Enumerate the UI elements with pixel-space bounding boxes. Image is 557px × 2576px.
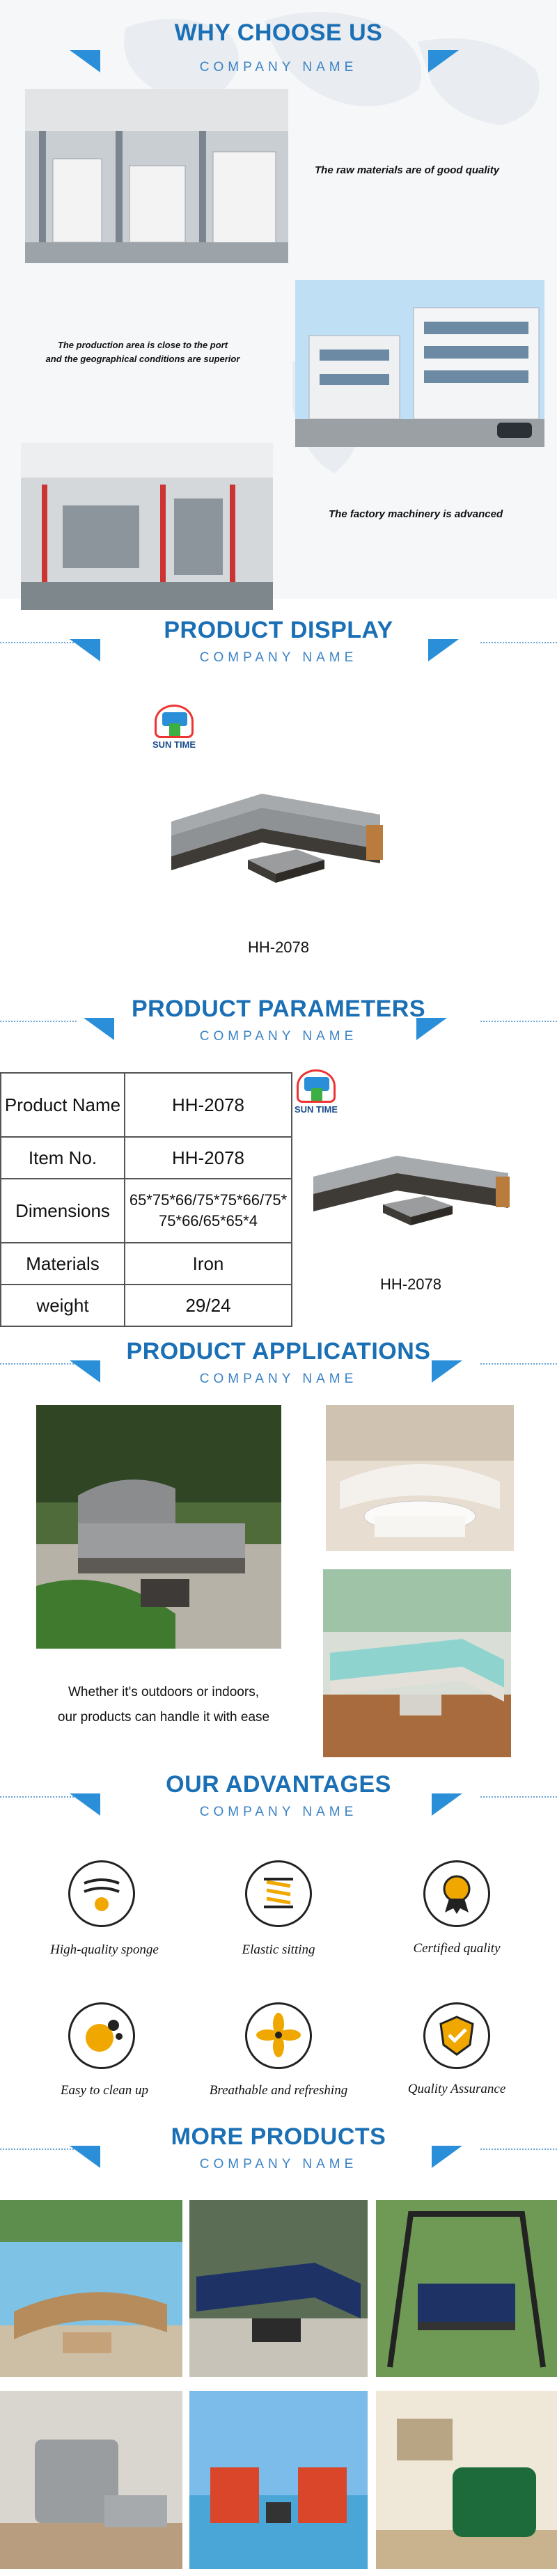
indoor-curved-sofa-photo xyxy=(326,1405,514,1551)
table-row xyxy=(1,1073,292,1137)
dotted-line xyxy=(480,1021,557,1022)
fan-icon xyxy=(245,2002,312,2069)
section-our-advantages xyxy=(0,1771,557,1827)
logo-text: SUN TIME xyxy=(294,1104,338,1115)
brand-logo xyxy=(146,705,202,750)
advantage-label: High-quality sponge xyxy=(50,1942,159,1957)
caption-raw-materials: The raw materials are of good quality xyxy=(315,164,500,176)
product-thumbnail-blue-sectional[interactable] xyxy=(189,2200,368,2377)
advantage-label: Certified quality xyxy=(413,1941,501,1956)
dotted-line xyxy=(0,2149,77,2150)
param-key: Product Name xyxy=(1,1073,125,1137)
section-product-applications xyxy=(0,1338,557,1394)
applications-text-line2: our products can handle it with ease xyxy=(57,1710,270,1725)
table-row xyxy=(1,1285,292,1326)
medal-icon xyxy=(423,1860,490,1927)
logo-icon xyxy=(297,1069,336,1103)
param-value: 65*75*66/75*75*66/75*75*66/65*65*4 xyxy=(125,1179,292,1243)
warehouse-photo xyxy=(25,89,288,263)
brand-logo xyxy=(288,1069,344,1115)
section-subtitle: COMPANY NAME xyxy=(199,2157,358,2171)
sponge-icon xyxy=(68,1860,135,1927)
table-row xyxy=(1,1243,292,1285)
dotted-line xyxy=(0,642,77,643)
section-title: OUR ADVANTAGES xyxy=(166,1771,391,1798)
advantage-label: Easy to clean up xyxy=(60,2083,149,2098)
logo-icon xyxy=(155,705,194,738)
table-row xyxy=(1,1179,292,1243)
dotted-line xyxy=(480,642,557,643)
outdoor-daybed-photo xyxy=(36,1405,281,1649)
section-title: WHY CHOOSE US xyxy=(174,19,383,46)
param-value: 29/24 xyxy=(125,1285,292,1326)
advantage-label: Elastic sitting xyxy=(242,1942,315,1957)
param-value: Iron xyxy=(125,1243,292,1285)
logo-text: SUN TIME xyxy=(152,739,196,750)
sectional-sofa-product-photo xyxy=(306,1135,515,1232)
section-title: MORE PRODUCTS xyxy=(171,2123,386,2150)
dotted-line xyxy=(0,1796,77,1798)
section-product-parameters xyxy=(0,996,557,1051)
product-thumbnail-porch-swing[interactable] xyxy=(376,2200,557,2377)
advantage-label: Breathable and refreshing xyxy=(209,2083,348,2098)
teal-sectional-photo xyxy=(323,1569,511,1757)
factory-machinery-photo xyxy=(21,443,273,610)
section-more-products xyxy=(0,2123,557,2179)
section-title: PRODUCT PARAMETERS xyxy=(131,996,426,1022)
param-key: Dimensions xyxy=(1,1179,125,1243)
product-thumbnail-grey-chair[interactable] xyxy=(0,2391,182,2569)
product-thumbnail-green-armchair[interactable] xyxy=(376,2391,557,2569)
caption-machinery: The factory machinery is advanced xyxy=(329,508,503,520)
sectional-sofa-product-photo xyxy=(157,773,391,884)
spring-icon xyxy=(245,1860,312,1927)
section-subtitle: COMPANY NAME xyxy=(199,1029,358,1044)
applications-text-line1: Whether it's outdoors or indoors, xyxy=(68,1685,259,1699)
param-value: HH-2078 xyxy=(125,1073,292,1137)
section-subtitle: COMPANY NAME xyxy=(199,60,358,74)
param-key: weight xyxy=(1,1285,125,1326)
section-subtitle: COMPANY NAME xyxy=(199,1372,358,1386)
dotted-line xyxy=(480,1363,557,1365)
dotted-line xyxy=(480,2149,557,2150)
table-row xyxy=(1,1137,292,1179)
section-title: PRODUCT DISPLAY xyxy=(164,617,393,643)
factory-building-photo xyxy=(295,280,544,447)
caption-port-line1: The production area is close to the port xyxy=(57,340,228,350)
section-title: PRODUCT APPLICATIONS xyxy=(126,1338,431,1365)
param-key: Materials xyxy=(1,1243,125,1285)
product-model-label: HH-2078 xyxy=(247,938,310,956)
param-key: Item No. xyxy=(1,1137,125,1179)
param-value: HH-2078 xyxy=(125,1137,292,1179)
parameters-table xyxy=(0,1072,292,1327)
section-subtitle: COMPANY NAME xyxy=(199,650,358,665)
product-thumbnail-orange-chairs[interactable] xyxy=(189,2391,368,2569)
section-product-display xyxy=(0,617,557,673)
dotted-line xyxy=(480,1796,557,1798)
shield-check-icon xyxy=(423,2002,490,2069)
product-thumbnail-pool-sectional[interactable] xyxy=(0,2200,182,2377)
droplet-icon xyxy=(68,2002,135,2069)
section-subtitle: COMPANY NAME xyxy=(199,1805,358,1819)
dotted-line xyxy=(0,1021,77,1022)
advantage-label: Quality Assurance xyxy=(407,2082,506,2096)
dotted-line xyxy=(0,1363,77,1365)
product-model-label: HH-2078 xyxy=(379,1275,442,1293)
caption-port-line2: and the geographical conditions are superior xyxy=(45,354,240,364)
section-why-choose-us xyxy=(0,19,557,75)
